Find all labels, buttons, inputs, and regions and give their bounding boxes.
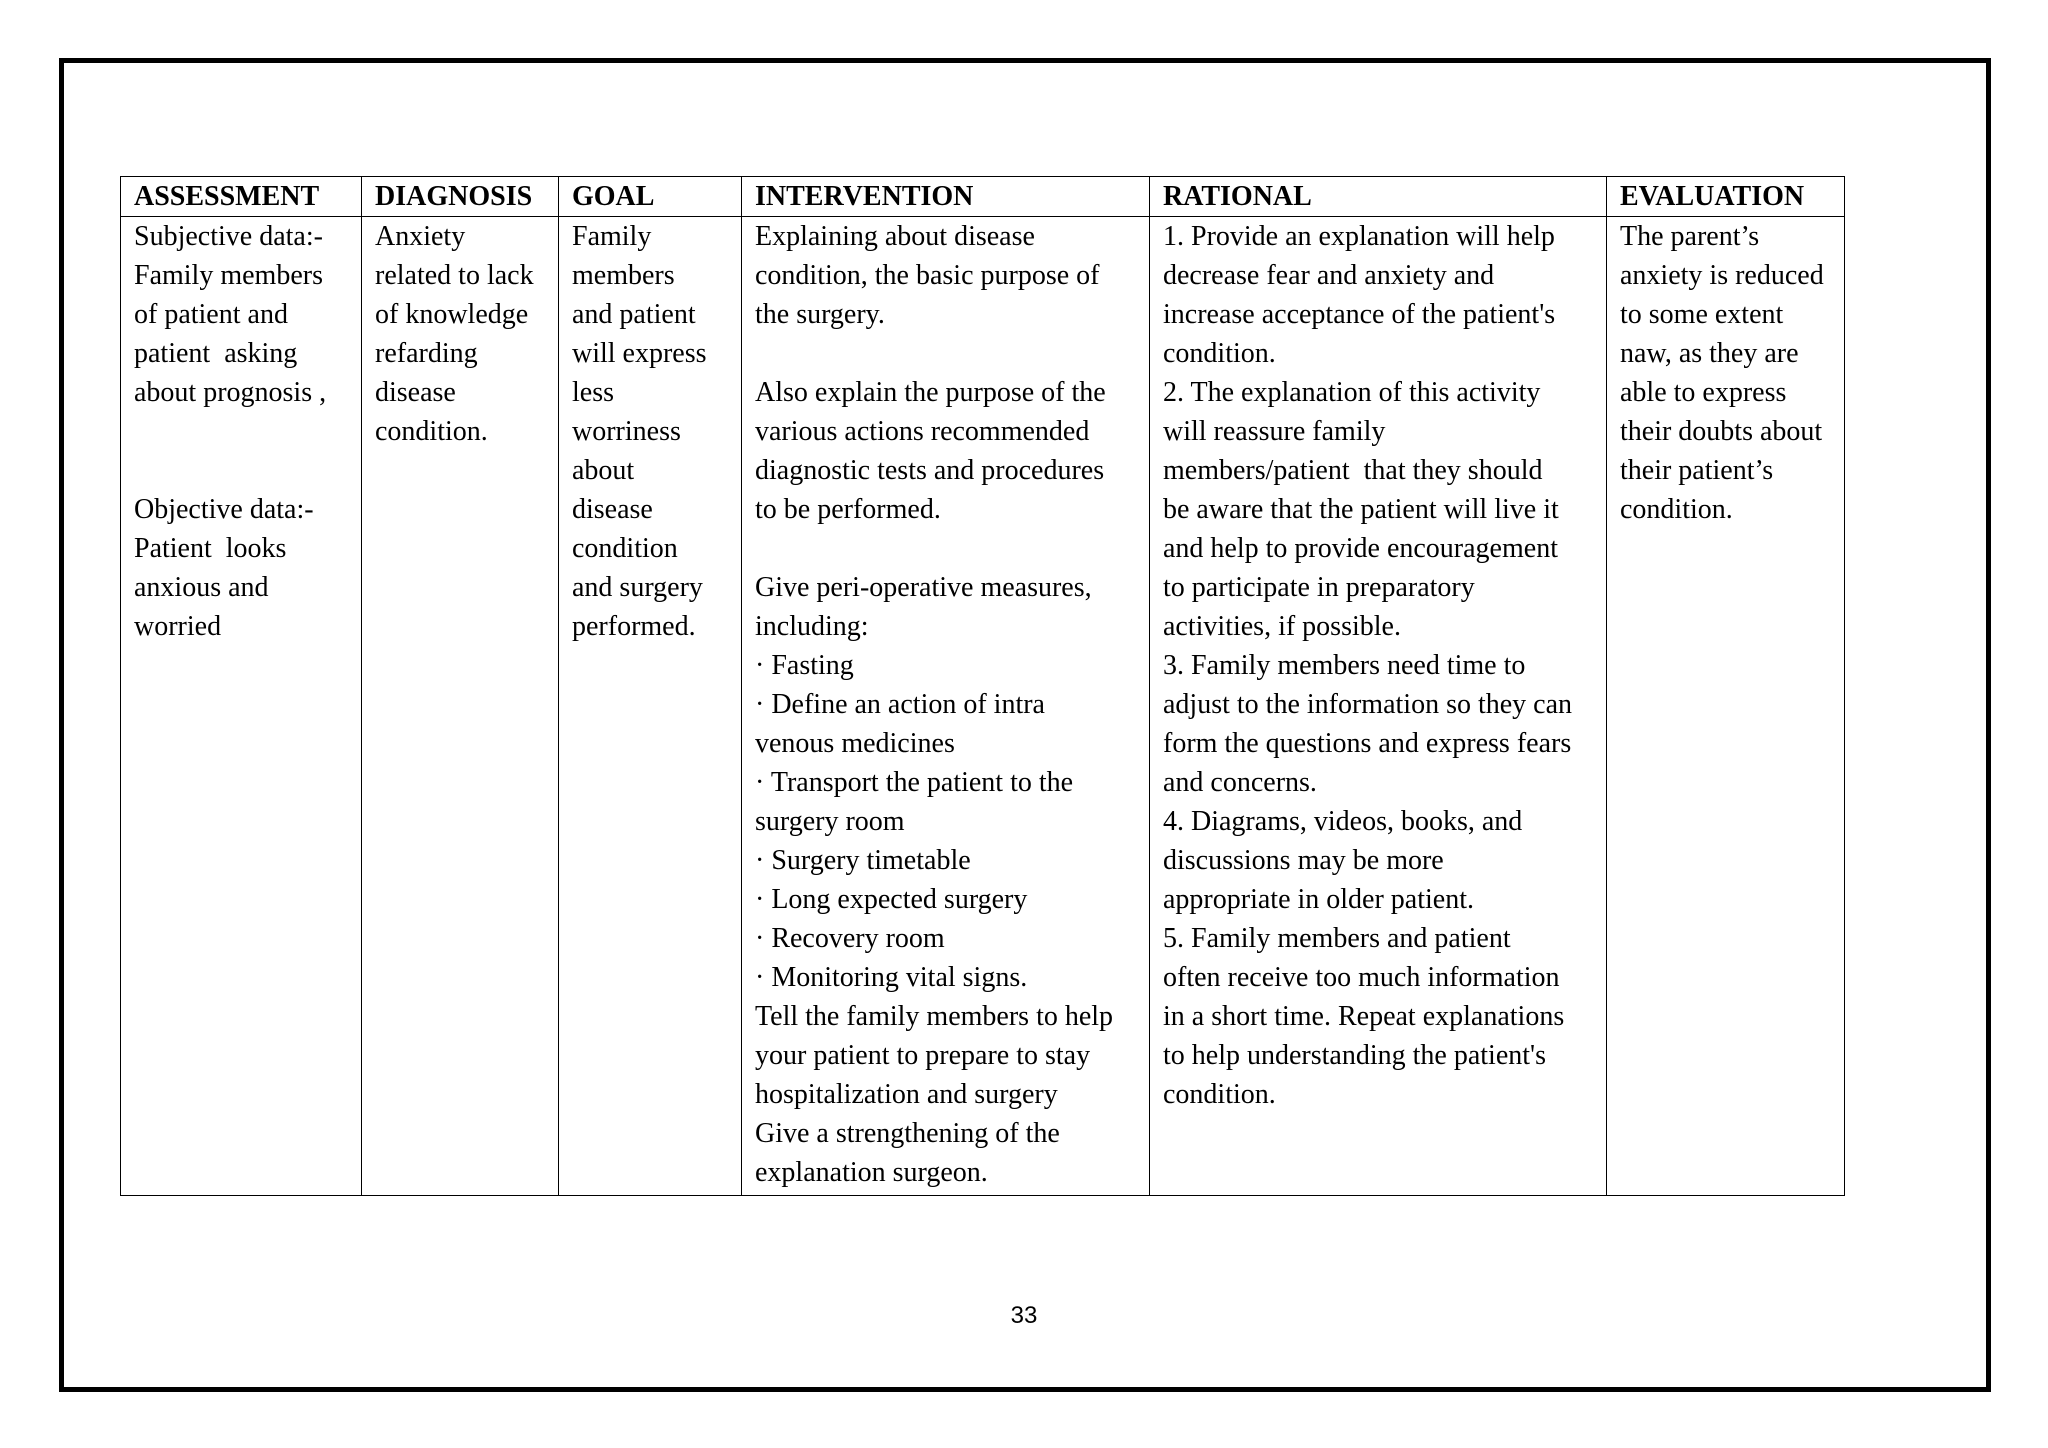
cell-text-line: condition, the basic purpose of [755,260,1100,291]
cell-text-line: refarding [375,338,478,369]
cell-text-line: Give peri-operative measures, [755,572,1092,603]
cell-text-line: 2. The explanation of this activity [1163,377,1541,408]
cell-text-line: disease [572,494,653,525]
cell-text-line [755,529,1137,568]
cell-text-line: Give a strengthening of the [755,1118,1060,1149]
cell-text-line: and concerns. [1163,767,1317,798]
cell-text-line: adjust to the information so they can [1163,689,1573,720]
cell-text-line: Family [572,221,652,252]
cell-text-line: decrease fear and anxiety and [1163,260,1495,291]
cell-text-line: and help to provide encouragement [1163,533,1558,564]
cell-text-line: of patient and [134,299,288,330]
table-row [121,217,1845,1196]
cell-text-line: and surgery [572,572,703,603]
cell-text-line: condition. [1163,338,1276,369]
cell-text-line: to participate in preparatory [1163,572,1475,603]
cell-text-line: 1. Provide an explanation will help [1163,221,1555,252]
cell-text-line: of knowledge [375,299,529,330]
header-intervention: INTERVENTION [742,177,1150,217]
cell-text-line: Subjective data:- [134,221,323,252]
cell-text-line: hospitalization and surgery [755,1079,1058,1110]
cell-text-line: their doubts about [1620,416,1823,447]
nursing-care-plan-table [120,176,1845,1196]
cell-text-line: · Recovery room [755,923,945,954]
cell-text-line: disease [375,377,456,408]
cell-goal [559,217,742,1196]
cell-text-line: anxiety is reduced [1620,260,1824,291]
cell-text-line: members [572,260,675,291]
cell-text-line: about prognosis , [134,377,327,408]
cell-text-line: condition. [375,416,488,447]
cell-text-line: to some extent [1620,299,1784,330]
cell-text-line [134,451,349,490]
cell-text-line [755,334,1137,373]
cell-text-line: less [572,377,614,408]
cell-text-line: appropriate in older patient. [1163,884,1474,915]
cell-text-line: their patient’s [1620,455,1774,486]
header-assessment: ASSESSMENT [121,177,362,217]
page-number: 33 [1010,1302,1038,1329]
cell-text-line: · Fasting [755,650,854,681]
cell-text-line: 5. Family members and patient [1163,923,1511,954]
cell-diagnosis [362,217,559,1196]
cell-text-line: increase acceptance of the patient's [1163,299,1556,330]
header-diagnosis: DIAGNOSIS [362,177,559,217]
cell-text-line: able to express [1620,377,1787,408]
cell-intervention [742,217,1150,1196]
cell-text-line: in a short time. Repeat explanations [1163,1001,1565,1032]
cell-text-line: explanation surgeon. [755,1157,988,1188]
cell-text-line: form the questions and express fears [1163,728,1572,759]
cell-text-line: will reassure family [1163,416,1386,447]
cell-text-line: condition [572,533,678,564]
cell-text-line: Objective data:- [134,494,314,525]
cell-text-line: often receive too much information [1163,962,1560,993]
cell-text-line: condition. [1163,1079,1276,1110]
cell-text-line: The parent’s [1620,221,1760,252]
cell-text-line: related to lack [375,260,534,291]
cell-text-line: 3. Family members need time to [1163,650,1526,681]
cell-text-line: condition. [1620,494,1733,525]
cell-text-line: worried [134,611,222,642]
header-row [121,177,1845,217]
cell-text-line: diagnostic tests and procedures [755,455,1105,486]
cell-evaluation [1607,217,1845,1196]
cell-text-line: · Define an action of intra [755,689,1045,720]
cell-text-line: discussions may be more [1163,845,1444,876]
cell-text-line: various actions recommended [755,416,1090,447]
cell-text-line: the surgery. [755,299,885,330]
cell-text-line: · Surgery timetable [755,845,971,876]
cell-text-line: Explaining about disease [755,221,1035,252]
cell-text-line: to help understanding the patient's [1163,1040,1546,1071]
cell-text-line: including: [755,611,869,642]
cell-text-line: · Monitoring vital signs. [755,962,1028,993]
cell-text-line: Tell the family members to help [755,1001,1114,1032]
cell-text-line: · Transport the patient to the [755,767,1074,798]
cell-text-line: venous medicines [755,728,955,759]
cell-text-line: activities, if possible. [1163,611,1401,642]
cell-text-line: will express [572,338,707,369]
cell-text-line: Also explain the purpose of the [755,377,1106,408]
header-goal: GOAL [559,177,742,217]
header-rational: RATIONAL [1150,177,1607,217]
cell-assessment [121,217,362,1196]
cell-text-line: your patient to prepare to stay [755,1040,1091,1071]
cell-text-line: anxious and [134,572,269,603]
cell-text-line: · Long expected surgery [755,884,1028,915]
cell-text-line: naw, as they are [1620,338,1799,369]
cell-text-line: surgery room [755,806,905,837]
cell-text-line: members/patient that they should [1163,455,1543,486]
cell-text-line: Family members [134,260,323,291]
cell-text-line: to be performed. [755,494,941,525]
cell-text-line: performed. [572,611,696,642]
cell-text-line [134,412,349,451]
cell-rational [1150,217,1607,1196]
cell-text-line: be aware that the patient will live it [1163,494,1559,525]
cell-text-line: and patient [572,299,696,330]
cell-text-line: Patient looks [134,533,287,564]
cell-text-line: Anxiety [375,221,466,252]
cell-text-line: about [572,455,635,486]
header-evaluation: EVALUATION [1607,177,1845,217]
cell-text-line: patient asking [134,338,298,369]
cell-text-line: 4. Diagrams, videos, books, and [1163,806,1523,837]
cell-text-line: worriness [572,416,681,447]
